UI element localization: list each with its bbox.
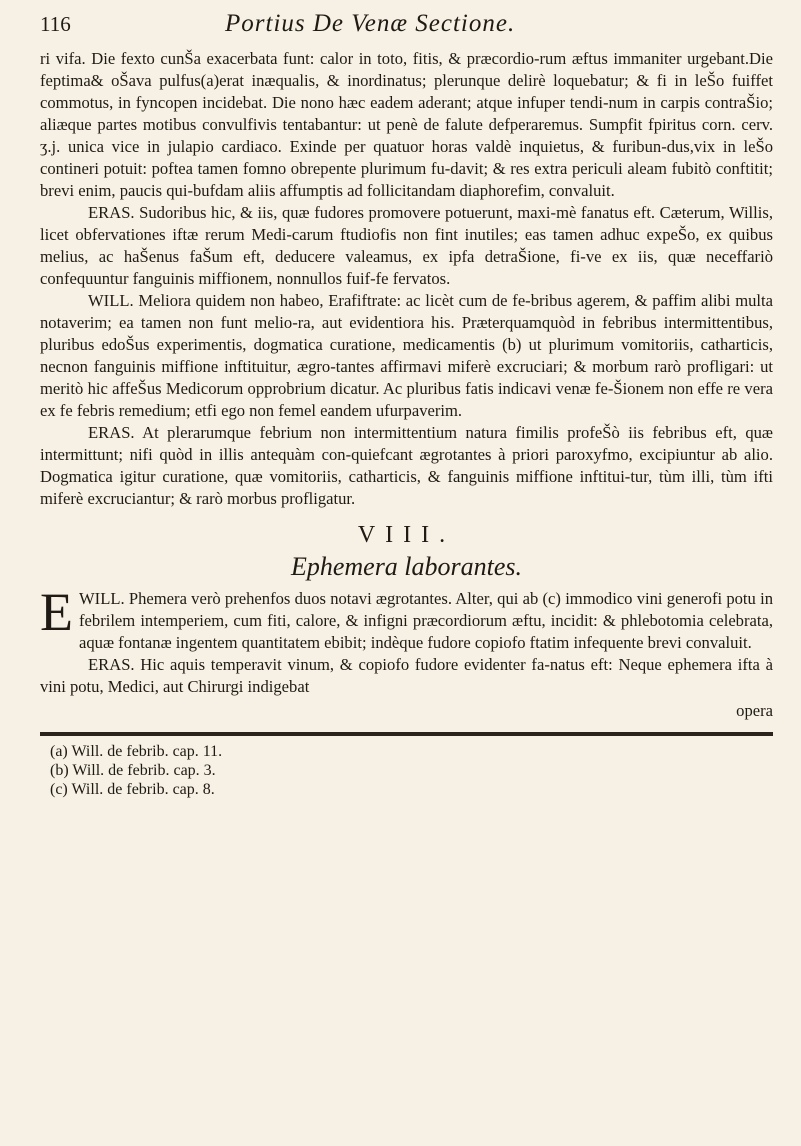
footnote-a: (a) Will. de febrib. cap. 11. — [50, 743, 223, 760]
page-number: 116 — [40, 12, 71, 36]
paragraph-eras-1: ERAS. Sudoribus hic, & iis, quæ fudores promovere potuerunt, maxi-mè fanatus eft. Cæterum, Willis, licet obfervationes iftæ rerum Medi-carum ftudiofis non fint inutiles; eas tamen adhuc expeŠo, ex quibus melius, ac haŠenus faŠum eft, deducere valeamus, ex ipfa detraŠione, fi-ve ex iis, quæ neceffariò confequuntur fanguinis miffionem, nonnullos fuif-fe fervatos. — [40, 203, 773, 288]
running-head — [40, 10, 773, 44]
footnotes — [40, 742, 773, 799]
footnote-rule — [40, 732, 773, 736]
section-paragraph-will — [40, 582, 773, 654]
page-body — [40, 48, 773, 799]
speaker-will: WILL. — [79, 589, 125, 608]
section-paragraph-text: Phemera verò prehenfos duos notavi ægrotantes. Alter, qui ab (c) immodico vini generofi potu in febrilem intemperiem, cum fiti, calore, & infigni præcordiorum æftu, incidit: & phlebotomia celebrata, aquæ fontanæ ingentem quantitatem ebibit; indèque fudore copiofo ftatim infequente brevi convaluit. — [79, 589, 773, 652]
catchword: opera — [736, 701, 773, 720]
paragraph-eras-2: ERAS. At plerarumque febrium non intermittentium natura fimilis profeŠò iis febribus eft, quæ intermittunt; nifi quòd in illis antequàm con-quiefcant ægrotantes à priori paroxyfmo, excipiuntur ab alio. Dogmatica igitur curatione, quæ vomitoriis, catharticis, & fanguinis miffione inftitui-tur, tùm illi, tùm ifti miferè excruciantur; & rarò morbus profligatur. — [40, 423, 773, 508]
running-title: Portius De Venæ Sectione. — [225, 10, 516, 37]
footnote-c: (c) Will. de febrib. cap. 8. — [50, 781, 215, 798]
paragraph-continued: ri vifa. Die fexto cunŠa exacerbata funt: calor in toto, fitis, & præcordio-rum æftus immaniter urgebant.Die feptima& oŠava pulfus(a)erat inæqualis, & inordinatus; plerunque delirè loquebatur; & fi in leŠo fuiffet commotus, in fyncopen incidebat. Die nono hæc eadem aderant; atque infuper tendi-num in carpis contraŠio; aliæque partes motibus convulfivis tentabantur: ut penè de falute defperaremus. Sumpfit fpiritus corn. cerv. ʒ.j. unica vice in julapio cardiaco. Exinde per quatuor horas valdè inquietus, & furibun-dus,vix in leŠo contineri potuit: poftea tamen fomno obrepente plurimum fu-davit; & res extra periculi aleam fubitò conftitit; brevi enim, paucis qui-bufdam aliis affumptis ad follicitandam diaphorefim, convaluit. — [40, 49, 773, 200]
paragraph-will-1: WILL. Meliora quidem non habeo, Erafiftrate: ac licèt cum de fe-bribus agerem, & paffim alibi multa notaverim; ea tamen non funt melio-ra, aut evidentiora his. Præterquamquòd in febribus intermittentibus, pluribus edoŠus experimentis, dogmatica curatione, medicamentis (b) ut plurimum vomitoriis, catharticis, necnon fanguinis miffione inftituitur, ægro-tantes affirmavi miferè excruciari; & morbum rarò profligari: ut meritò hic affeŠus Medicorum opprobrium dicatur. Ac pluribus fatis indicavi venæ fe-Šionem non effe re vera ex fe febris remedium; etfi ego non femel eandem ufurpaverim. — [40, 291, 773, 420]
footnote-b: (b) Will. de febrib. cap. 3. — [50, 762, 216, 779]
section-title: Ephemera laborantes. — [290, 552, 523, 581]
section-number: VIII. — [357, 522, 456, 548]
drop-cap: E — [40, 582, 73, 642]
section-paragraph-eras: ERAS. Hic aquis temperavit vinum, & copiofo fudore evidenter fa-natus eft: Neque ephemera ifta à vini potu, Medici, aut Chirurgi indigebat — [40, 655, 773, 696]
